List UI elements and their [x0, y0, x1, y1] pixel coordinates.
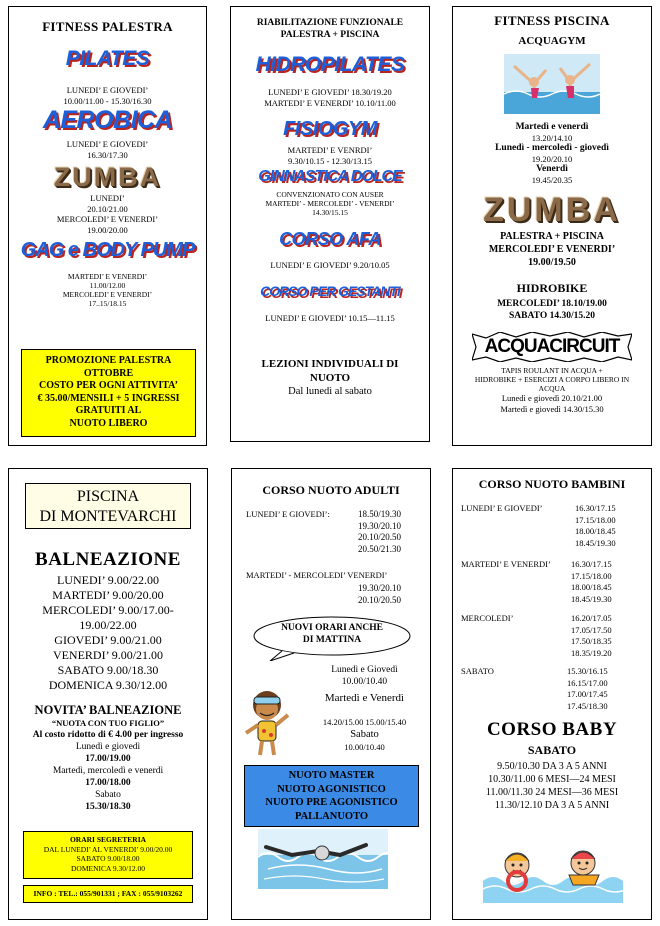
- baby-line-2: 10.30/11.00 6 MESI—24 MESI: [488, 774, 616, 785]
- zumba-line-2: MERCOLEDI’ E VENERDI’: [488, 244, 616, 255]
- acquacircuit-banner: [472, 332, 632, 362]
- time-slot: 19.30/20.10: [358, 520, 402, 531]
- time-slot: 16.20/17.05: [571, 613, 612, 623]
- balneazione-line-2: MARTEDI’ 9.00/20.00: [52, 588, 164, 602]
- novita-line-4: 17.00/19.00: [85, 754, 131, 764]
- zumba-heading: ZUMBA: [483, 191, 621, 229]
- bubble-line-1: NUOVI ORARI ANCHE: [281, 623, 383, 633]
- lezioni-line-1: LEZIONI INDIVIDUALI DI: [261, 358, 399, 370]
- zumba-line-2: 20.10/21.00: [87, 203, 128, 214]
- novita-line-1: “NUOTA CON TUO FIGLIO”: [51, 718, 165, 728]
- panel-title: CORSO NUOTO BAMBINI: [478, 477, 626, 491]
- bambini-group-2-label: MARTEDI’ E VENERDI’: [461, 559, 551, 569]
- gestanti-line-1: LUNEDI’ E GIOVEDI’ 10.15—11.15: [265, 312, 395, 323]
- time-slot: 18.50/19.30: [358, 509, 402, 519]
- ginnastica-line-1: CONVENZIONATO CON AUSER: [276, 190, 384, 199]
- bambini-group-4-label: SABATO: [461, 666, 494, 676]
- aerobica-days: LUNEDI’ E GIOVEDI’: [66, 139, 149, 149]
- afa-line-1: LUNEDI’ E GIOVEDI’ 9.20/10.05: [270, 260, 390, 270]
- segreteria-box: [23, 831, 193, 879]
- zumba-line-1: PALESTRA + PISCINA: [500, 231, 604, 242]
- time-slot: 18.35/19.20: [571, 647, 612, 658]
- promo-line-4: € 35.00/MENSILI + 5 INGRESSI: [37, 392, 180, 404]
- agonistica-line-2: NUOTO AGONISTICO: [277, 783, 386, 795]
- morning-line-6: 10.00/10.40: [344, 742, 385, 752]
- pilates-days: LUNEDI’ E GIOVEDI’: [66, 85, 149, 95]
- acquacircuit-line-5: Martedì e giovedì 14.30/15.30: [500, 403, 604, 414]
- acquacircuit-line-3: ACQUA: [538, 384, 566, 393]
- bambini-group-3-label: MERCOLEDI’: [461, 613, 514, 623]
- time-slot: 17.05/17.50: [571, 624, 612, 635]
- segreteria-line-1: DAL LUNEDI’ AL VENERDI’ 9.00/20.00: [43, 844, 173, 854]
- acquacircuit-line-1: TAPIS ROULANT IN ACQUA +: [501, 366, 603, 375]
- novita-heading: NOVITA’ BALNEAZIONE: [34, 703, 182, 717]
- zumba-line-4: 19.00/20.00: [87, 224, 128, 235]
- hidrobike-heading: HIDROBIKE: [516, 281, 588, 295]
- balneazione-line-8: DOMENICA 9.30/12.00: [48, 678, 168, 692]
- time-slot: 20.10/20.50: [358, 532, 402, 542]
- novita-line-5: Martedì, mercoledì e venerdì: [52, 766, 164, 776]
- acquagym-line-4: 19.20/20.10: [531, 153, 573, 164]
- zumba-line-1: LUNEDI’: [90, 193, 125, 203]
- time-slot: 18.45/19.30: [571, 593, 612, 604]
- panel-title: CORSO NUOTO ADULTI: [262, 483, 400, 497]
- gag-line-2: 11.00/12.00: [89, 281, 126, 290]
- promo-line-6: NUOTO LIBERO: [69, 417, 148, 429]
- zumba-line-3: 19.00/19.50: [528, 257, 576, 268]
- gag-line-4: 17..15/18.15: [88, 299, 127, 308]
- acquagym-line-5: Venerdì: [536, 164, 568, 174]
- baby-heading: CORSO BABY: [486, 719, 618, 740]
- segreteria-line-2: SABATO 9.00/18.00: [76, 854, 140, 863]
- balneazione-line-3: MERCOLEDI’ 9.00/17.00-: [42, 603, 174, 617]
- panel-corso-nuoto-bambini: [452, 468, 652, 920]
- header-line-1: PISCINA: [76, 488, 140, 505]
- novita-line-3: Lunedì e giovedì: [75, 742, 141, 752]
- time-slot: 17.45/18.30: [567, 700, 608, 711]
- swimmer-child-illustration: [240, 685, 298, 757]
- panel-title-line-1: RIABILITAZIONE FUNZIONALE: [256, 18, 404, 28]
- time-slot: 16.30/17.15: [575, 503, 616, 513]
- fisiogym-line-1: MARTEDI’ E VENRDI’: [287, 145, 373, 155]
- morning-line-3: Martedì e Venerdì: [324, 692, 405, 704]
- fisiogym-line-2: 9.30/10.15 - 12.30/13.15: [287, 155, 373, 166]
- balneazione-line-1: LUNEDI’ 9.00/22.00: [56, 573, 160, 587]
- promo-box: [21, 349, 196, 437]
- promo-line-5: GRATUITI AL: [75, 405, 142, 416]
- morning-line-2: 10.00/10.40: [341, 677, 388, 687]
- adulti-group-1-label: LUNEDI’ E GIOVEDI’:: [246, 509, 330, 519]
- time-slot: 19.30/20.10: [358, 583, 402, 593]
- zumba-heading: ZUMBA: [53, 162, 162, 192]
- panel-fitness-palestra: [8, 6, 207, 446]
- pilates-heading: PILATES: [65, 47, 150, 70]
- panel-title-line-2: ACQUAGYM: [518, 35, 586, 47]
- agonistica-line-4: PALLANUOTO: [294, 810, 369, 822]
- speech-bubble: [252, 615, 412, 661]
- baby-subtitle: SABATO: [527, 743, 577, 757]
- babies-swimming-illustration: [483, 841, 623, 903]
- adulti-group-2-label: MARTEDI’ - MERCOLEDI’ VENERDI’: [246, 570, 388, 580]
- promo-line-2: OTTOBRE: [83, 367, 134, 379]
- bambini-group-1-label: LUNEDI’ E GIOVEDI’: [461, 503, 543, 513]
- balneazione-line-5: GIOVEDI’ 9.00/21.00: [54, 633, 162, 647]
- hidropilates-heading: HIDROPILATES: [255, 53, 405, 76]
- baby-line-3: 11.00/11.30 24 MESI—36 MESI: [485, 787, 619, 798]
- panel-title: FITNESS PALESTRA: [42, 19, 173, 34]
- bubble-line-2: DI MATTINA: [302, 635, 362, 645]
- bambini-group-4-times: [567, 666, 608, 712]
- bambini-group-3-times: [571, 613, 612, 659]
- swimmer-illustration: [258, 829, 388, 889]
- gag-line-3: MERCOLEDI’ E VENERDI’: [62, 290, 153, 299]
- bambini-group-1-times: [575, 503, 616, 549]
- panel-title-line-2: PALESTRA + PISCINA: [280, 30, 380, 40]
- bambini-group-2-times: [571, 559, 612, 605]
- balneazione-line-6: VENERDI’ 9.00/21.00: [52, 648, 164, 662]
- pilates-times: 10.00/11.00 - 15.30/16.30: [63, 95, 152, 106]
- time-slot: 20.50/21.30: [358, 543, 402, 554]
- novita-line-2: Al costo ridotto di € 4.00 per ingresso: [32, 730, 184, 740]
- balneazione-heading: BALNEAZIONE: [35, 549, 181, 570]
- gestanti-heading: CORSO PER GESTANTI: [260, 282, 400, 299]
- balneazione-line-4: 19.00/22.00: [79, 618, 137, 632]
- hidropilates-line-1: LUNEDI’ E GIOVEDI’ 18.30/19.20: [268, 87, 392, 97]
- time-slot: 16.15/17.00: [567, 677, 608, 688]
- promo-line-3: COSTO PER OGNI ATTIVITA’: [38, 380, 178, 391]
- ginnastica-line-3: 14.30/15.15: [312, 208, 348, 217]
- morning-line-4: 14.20/15.00 15.00/15.40: [322, 717, 407, 727]
- time-slot: 17.15/18.00: [575, 514, 616, 525]
- hidropilates-line-2: MARTEDI’ E VENERDI’ 10.10/11.00: [264, 97, 396, 108]
- acquacircuit-line-2: HIDROBIKE + ESERCIZI A CORPO LIBERO IN: [474, 375, 630, 384]
- agonistica-box: [244, 765, 419, 827]
- acquagym-line-3: Lunedì - mercoledì - giovedì: [495, 143, 609, 153]
- promo-line-1: PROMOZIONE PALESTRA: [45, 355, 172, 366]
- novita-line-6: 17.00/18.00: [85, 778, 131, 788]
- agonistica-line-1: NUOTO MASTER: [288, 770, 375, 781]
- time-slot: 17.00/17.45: [567, 689, 608, 699]
- segreteria-line-3: DOMENICA 9.30/12.00: [71, 863, 145, 873]
- time-slot: 18.00/18.45: [571, 582, 612, 592]
- fisiogym-heading: FISIOGYM: [283, 118, 377, 140]
- adulti-group-2-times: [358, 583, 401, 606]
- time-slot: 18.45/19.30: [575, 537, 616, 548]
- panel-fitness-piscina: [452, 6, 652, 446]
- baby-line-1: 9.50/10.30 DA 3 A 5 ANNI: [497, 761, 607, 772]
- lezioni-line-2: NUOTO: [309, 372, 351, 384]
- piscina-header-box: [25, 483, 191, 529]
- segreteria-title: ORARI SEGRETERIA: [69, 835, 147, 844]
- info-box: [23, 885, 193, 903]
- aerobica-heading: AEROBICA: [42, 106, 173, 134]
- zumba-line-3: MERCOLEDI’ E VENERDI’: [56, 214, 159, 224]
- agonistica-line-3: NUOTO PRE AGONISTICO: [265, 797, 398, 808]
- time-slot: 16.30/17.15: [571, 559, 612, 569]
- panel-title-line-1: FITNESS PISCINA: [494, 13, 610, 28]
- novita-line-7: Sabato: [95, 790, 121, 800]
- adulti-group-1-times: [358, 509, 401, 555]
- info-contacts: INFO : TEL.: 055/901331 ; FAX : 055/9103262: [33, 889, 183, 898]
- hidrobike-line-2: SABATO 14.30/15.20: [509, 311, 595, 321]
- panel-piscina-montevarchi: [8, 468, 208, 920]
- acquagym-line-2: 13.20/14.10: [531, 132, 573, 143]
- aerobica-times: 16.30/17.30: [87, 149, 128, 160]
- acquagym-line-1: Martedì e venerdì: [515, 122, 589, 132]
- time-slot: 20.10/20.50: [358, 594, 402, 605]
- header-line-2: DI MONTEVARCHI: [39, 508, 177, 525]
- ginnastica-line-2: MARTEDI’ - MERCOLEDI’ - VENERDI’: [265, 199, 395, 208]
- lezioni-line-3: Dal lunedì al sabato: [288, 386, 372, 397]
- morning-line-5: Sabato: [350, 729, 379, 740]
- ginnastica-heading: GINNASTICA DOLCE: [258, 168, 402, 185]
- balneazione-line-7: SABATO 9.00/18.30: [57, 663, 159, 677]
- acquagym-line-6: 19.45/20.35: [531, 174, 573, 185]
- time-slot: 18.00/18.45: [575, 526, 616, 536]
- hidrobike-line-1: MERCOLEDI’ 18.10/19.00: [497, 299, 607, 309]
- gag-line-1: MARTEDI’ E VENERDI’: [67, 272, 148, 281]
- acquacircuit-heading: ACQUACIRCUIT: [484, 336, 620, 357]
- novita-line-8: 15.30/18.30: [85, 802, 131, 812]
- panel-riabilitazione: [230, 6, 430, 442]
- afa-heading: CORSO AFA: [279, 229, 381, 249]
- acquagym-illustration: [504, 54, 600, 114]
- morning-line-1: Lunedì e Giovedì: [331, 665, 398, 675]
- baby-line-4: 11.30/12.10 DA 3 A 5 ANNI: [494, 800, 610, 811]
- gag-heading: GAG e BODY PUMP: [20, 239, 195, 261]
- time-slot: 17.50/18.35: [571, 636, 612, 646]
- time-slot: 17.15/18.00: [571, 570, 612, 581]
- panel-corso-nuoto-adulti: [231, 468, 431, 920]
- time-slot: 15.30/16.15: [567, 666, 608, 676]
- acquacircuit-line-4: Lunedì e giovedì 20.10/21.00: [501, 393, 603, 403]
